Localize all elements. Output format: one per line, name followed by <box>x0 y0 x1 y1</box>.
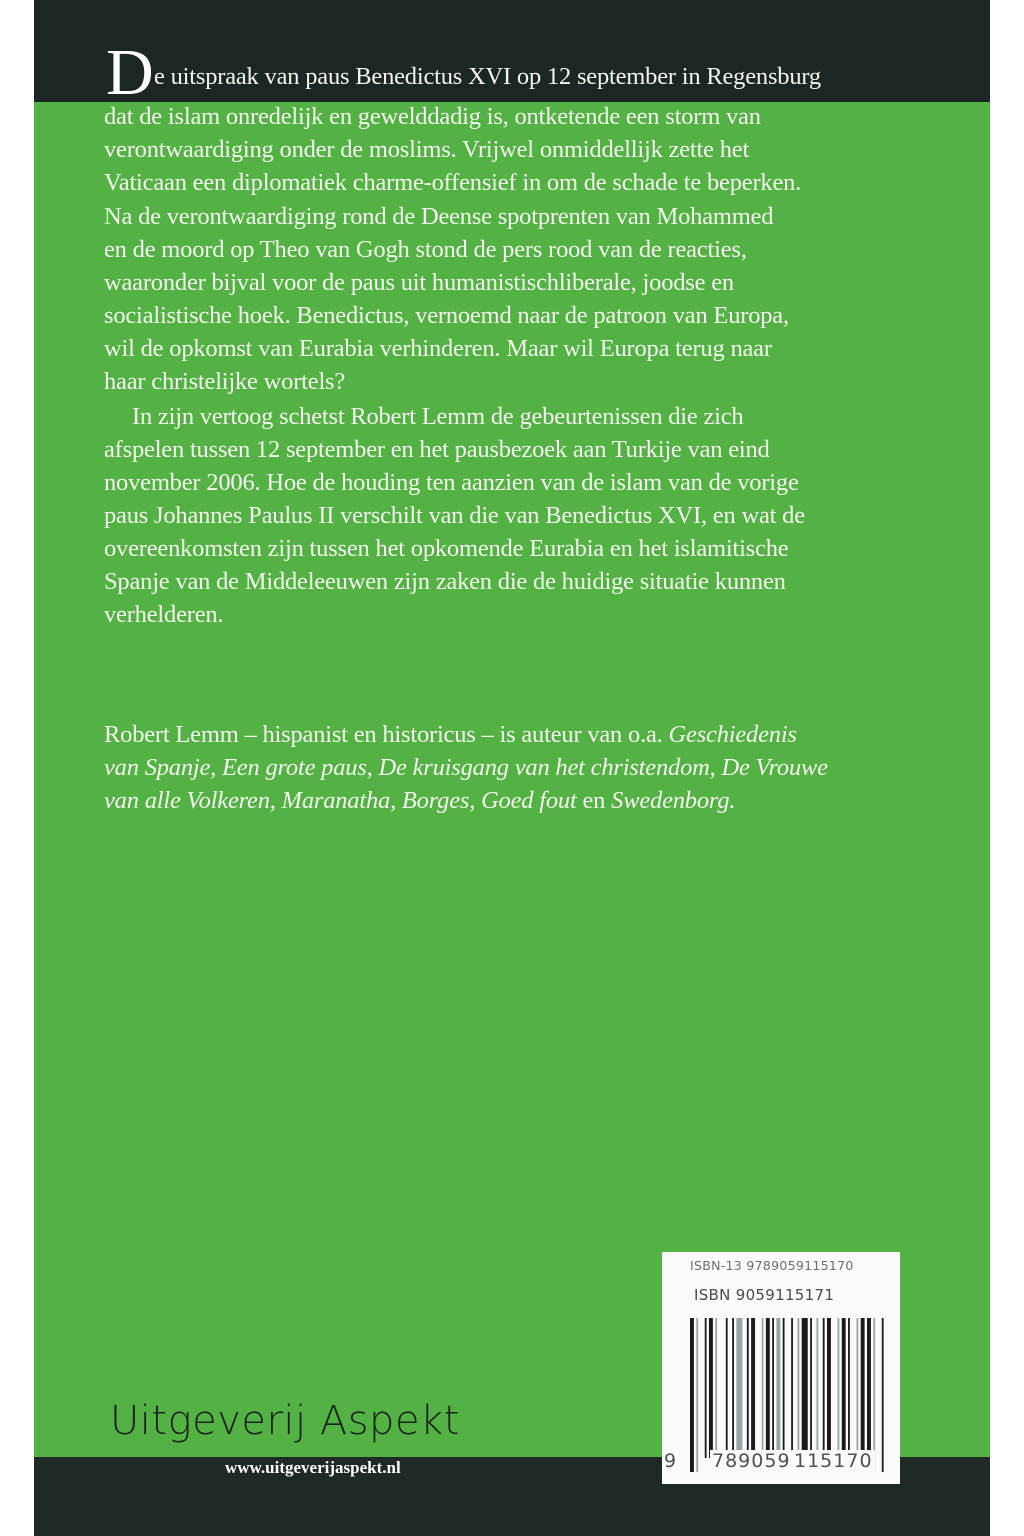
barcode-box <box>662 1252 900 1484</box>
isbn10-label: ISBN 9059115171 <box>694 1286 835 1304</box>
blurb-line: In zijn vertoog schetst Robert Lemm de gebeurtenissen die zich <box>132 403 744 430</box>
blurb-line: waaronder bijval voor de paus uit humanistischliberale, joodse en <box>104 269 734 296</box>
blurb-line: en de moord op Theo van Gogh stond de pers rood van de reacties, <box>104 236 747 263</box>
blurb-line: Vaticaan een diplomatiek charme-offensief in om de schade te beperken. <box>104 169 802 196</box>
blurb-line: Na de verontwaardiging rond de Deense spotprenten van Mohammed <box>104 203 774 230</box>
blurb-line: Spanje van de Middeleeuwen zijn zaken die de huidige situatie kunnen <box>104 568 786 595</box>
drop-cap: D <box>106 36 154 109</box>
blurb-line: socialistische hoek. Benedictus, vernoemd naar de patroon van Europa, <box>104 302 789 329</box>
author-bio-line: van Spanje, Een grote paus, De kruisgang van het christendom, De Vrouwe <box>104 754 828 781</box>
blurb-line: overeenkomsten zijn tussen het opkomende Eurabia en het islamitische <box>104 535 789 562</box>
blurb-line: verontwaardiging onder de moslims. Vrijwel onmiddellijk zette het <box>104 136 750 163</box>
blurb-line: dat de islam onredelijk en gewelddadig is, ontketende een storm van <box>104 103 761 130</box>
author-bio-line <box>104 718 797 751</box>
bio-text: Robert Lemm – hispanist en historicus – is auteur van o.a. <box>104 721 669 748</box>
book-titles: van alle Volkeren, Maranatha, Borges, Goed fout <box>104 787 577 814</box>
blurb-line: e uitspraak van paus Benedictus XVI op 12 september in Regensburg <box>154 63 821 90</box>
blurb-line: verhelderen. <box>104 601 224 628</box>
blurb-line: haar christelijke wortels? <box>104 368 346 395</box>
bio-text: en <box>576 787 612 814</box>
blurb-line: paus Johannes Paulus II verschilt van die van Benedictus XVI, en wat de <box>104 502 805 529</box>
barcode-digit-group: 115170 <box>794 1450 873 1472</box>
barcode-digit-first: 9 <box>664 1450 677 1472</box>
publisher-url[interactable]: www.uitgeverijaspekt.nl <box>225 1458 401 1477</box>
blurb-line: wil de opkomst van Eurabia verhinderen. Maar wil Europa terug naar <box>104 335 772 362</box>
isbn13-label: ISBN-13 9789059115170 <box>690 1258 854 1273</box>
author-bio-line <box>104 784 735 817</box>
book-title: Geschiedenis <box>668 721 797 748</box>
book-back-cover <box>34 0 990 1536</box>
barcode-icon <box>690 1318 886 1472</box>
barcode-digit-group: 789059 <box>712 1450 791 1472</box>
publisher-logo: Uitgeverij Aspekt <box>110 1398 460 1444</box>
blurb-line: afspelen tussen 12 september en het pausbezoek aan Turkije van eind <box>104 436 770 463</box>
blurb-line: november 2006. Hoe de houding ten aanzien van de islam van de vorige <box>104 469 799 496</box>
book-title: Swedenborg. <box>611 787 736 814</box>
